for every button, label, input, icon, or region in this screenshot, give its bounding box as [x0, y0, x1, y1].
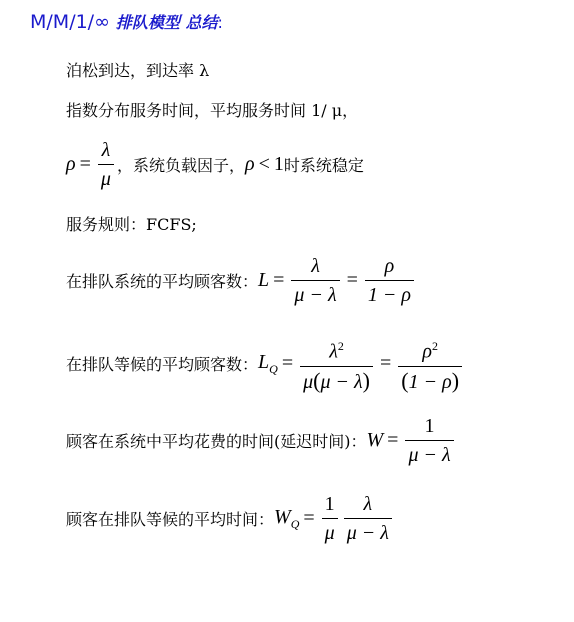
LQ-L: L	[258, 350, 270, 373]
title-colon: :	[217, 13, 223, 32]
W-denominator: μ − λ	[405, 440, 453, 467]
LQ-mu-minus-lambda: μ − λ	[320, 370, 363, 393]
service-rule-text: 服务规则：FCFS;	[66, 215, 197, 234]
WQ-denominator-1: μ	[322, 518, 338, 545]
less-than-sign: <	[258, 153, 270, 175]
rho-symbol-2: ρ	[244, 153, 255, 175]
LQ-mu: μ	[303, 370, 314, 393]
L-symbol: L	[258, 269, 270, 291]
LQ-fraction-2	[398, 334, 462, 394]
stable-text: 时系统稳定	[283, 156, 364, 175]
W-fraction	[405, 414, 453, 467]
LQ-paren-open: (	[313, 367, 321, 393]
WQ-fraction-1	[322, 492, 338, 545]
LQ-lambda: λ	[329, 340, 338, 363]
LQ-numerator-2	[419, 334, 441, 366]
LQ-square-1: 2	[337, 339, 344, 353]
WQ-label: 顾客在排队等候的平均时间：	[66, 510, 275, 529]
equals-sign: =	[273, 269, 285, 291]
equals-sign: =	[303, 507, 315, 529]
W-formula-line	[66, 414, 457, 467]
arrival-text: 泊松到达，到达率 λ	[66, 61, 210, 80]
one-value: 1	[273, 153, 284, 175]
W-symbol: W	[366, 429, 384, 451]
L-denominator-1: μ − λ	[291, 280, 339, 307]
service-text: 指数分布服务时间，平均服务时间 1/ μ，	[66, 101, 359, 120]
title-model: M/M/1/∞	[30, 11, 110, 33]
WQ-numerator-2: λ	[363, 493, 373, 515]
WQ-fraction-2	[344, 492, 392, 545]
LQ-paren-open-2: (	[401, 367, 409, 393]
L-label: 在排队系统的平均顾客数：	[66, 272, 259, 291]
service-rule-line	[66, 212, 197, 235]
rho-denominator: μ	[98, 164, 114, 191]
WQ-subscript: Q	[290, 516, 300, 531]
LQ-denominator-2	[398, 366, 462, 394]
LQ-one-minus-rho: 1 − ρ	[408, 370, 452, 393]
WQ-symbol	[274, 506, 299, 532]
W-numerator: 1	[424, 415, 435, 437]
WQ-numerator-1: 1	[324, 493, 335, 515]
LQ-label: 在排队等候的平均顾客数：	[66, 355, 259, 375]
rho-numerator: λ	[101, 139, 111, 161]
LQ-fraction-1	[300, 334, 373, 394]
arrival-line	[66, 58, 209, 81]
LQ-symbol	[258, 351, 278, 377]
L-fraction-2	[365, 254, 414, 307]
LQ-formula-line	[66, 334, 465, 394]
LQ-subscript: Q	[269, 361, 278, 376]
L-fraction-1	[291, 254, 339, 307]
L-denominator-2: 1 − ρ	[365, 280, 414, 307]
L-numerator-1: λ	[311, 255, 320, 277]
equals-sign: =	[387, 429, 399, 451]
equals-sign: =	[380, 352, 392, 375]
equals-sign: =	[281, 352, 294, 375]
equals-sign: =	[346, 269, 358, 291]
LQ-square-2: 2	[431, 339, 438, 353]
equals-sign: =	[79, 153, 91, 175]
page-title	[30, 10, 223, 33]
LQ-paren-close: )	[362, 367, 370, 393]
title-chinese: 排队模型 总结	[115, 13, 218, 32]
WQ-denominator-2: μ − λ	[344, 518, 392, 545]
LQ-rho: ρ	[422, 340, 432, 363]
WQ-formula-line	[66, 492, 395, 545]
W-label: 顾客在系统中平均花费的时间(延迟时间)：	[66, 432, 367, 451]
L-numerator-2: ρ	[384, 255, 395, 277]
LQ-denominator-1	[300, 366, 373, 394]
load-factor-text: ，系统负载因子，	[116, 156, 245, 175]
LQ-paren-close-2: )	[451, 367, 460, 393]
service-line	[66, 98, 358, 121]
WQ-W: W	[274, 505, 291, 528]
LQ-numerator-1	[326, 334, 347, 366]
rho-symbol: ρ	[66, 153, 76, 175]
load-factor-line	[66, 138, 364, 191]
rho-fraction	[98, 138, 114, 191]
L-formula-line	[66, 254, 417, 307]
